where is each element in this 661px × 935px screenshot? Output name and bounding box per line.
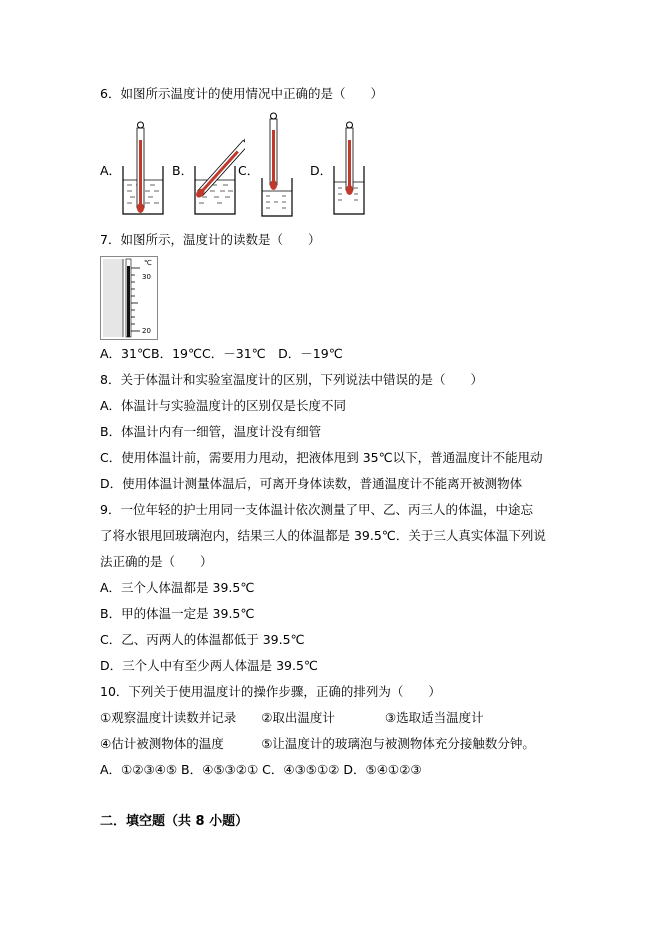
q8-option-d: D．使用体温计测量体温后，可离开身体读数，普通温度计不能离开被测物体 [100,476,523,491]
q9-question-line2: 了将水银甩回玻璃泡内，结果三人的体温都是 39.5℃．关于三人真实体温下列说 [100,528,546,543]
q6-figure-b [190,118,245,218]
q7-tick-20: 20 [142,327,151,335]
q9-option-a: A．三个人体温都是 39.5℃ [100,580,255,595]
section-2-title: 二．填空题（共 8 小题） [100,814,249,829]
q6-option-d-label: D． [310,163,333,178]
q7-thermometer-scale [100,256,158,340]
q6-figure-d [330,118,375,218]
q10-steps-line1: ①观察温度计读数并记录 ②取出温度计 ③选取适当温度计 [100,710,484,725]
q7-scale-unit: ℃ [144,259,152,267]
q9-option-d: D．三个人中有至少两人体温是 39.5℃ [100,658,318,673]
q6-option-c-label: C． [238,163,260,178]
q6-question: 6．如图所示温度计的使用情况中正确的是（ ） [100,86,383,101]
q9-option-c: C．乙、丙两人的体温都低于 39.5℃ [100,632,305,647]
q9-option-b: B．甲的体温一定是 39.5℃ [100,606,255,621]
q6-figure-a [118,118,168,218]
q8-option-c: C．使用体温计前，需要用力甩动，把液体甩到 35℃以下，普通温度计不能甩动 [100,450,543,465]
q8-question: 8．关于体温计和实验室温度计的区别，下列说法中错误的是（ ） [100,372,483,387]
q6-figure-c [258,112,298,220]
q7-tick-30: 30 [142,273,151,281]
q7-question: 7．如图所示，温度计的读数是（ ） [100,232,321,247]
q7-options: A．31℃B．19℃C．－31℃ D．－19℃ [100,346,343,361]
q6-option-b-label: B． [172,163,194,178]
q9-question-line1: 9．一位年轻的护士用同一支体温计依次测量了甲、乙、丙三人的体温，中途忘 [100,502,533,517]
q10-options: A．①②③④⑤ B．④⑤③②① C．④③⑤①② D．⑤④①②③ [100,762,422,777]
q9-question-line3: 法正确的是（ ） [100,554,213,569]
q6-option-a-label: A． [100,163,122,178]
q8-option-a: A．体温计与实验温度计的区别仅是长度不同 [100,398,347,413]
q8-option-b: B．体温计内有一细管，温度计没有细管 [100,424,322,439]
q10-question: 10．下列关于使用温度计的操作步骤，正确的排列为（ ） [100,684,441,699]
q10-steps-line2: ④估计被测物体的温度 ⑤让温度计的玻璃泡与被测物体充分接触数分钟。 [100,736,535,751]
